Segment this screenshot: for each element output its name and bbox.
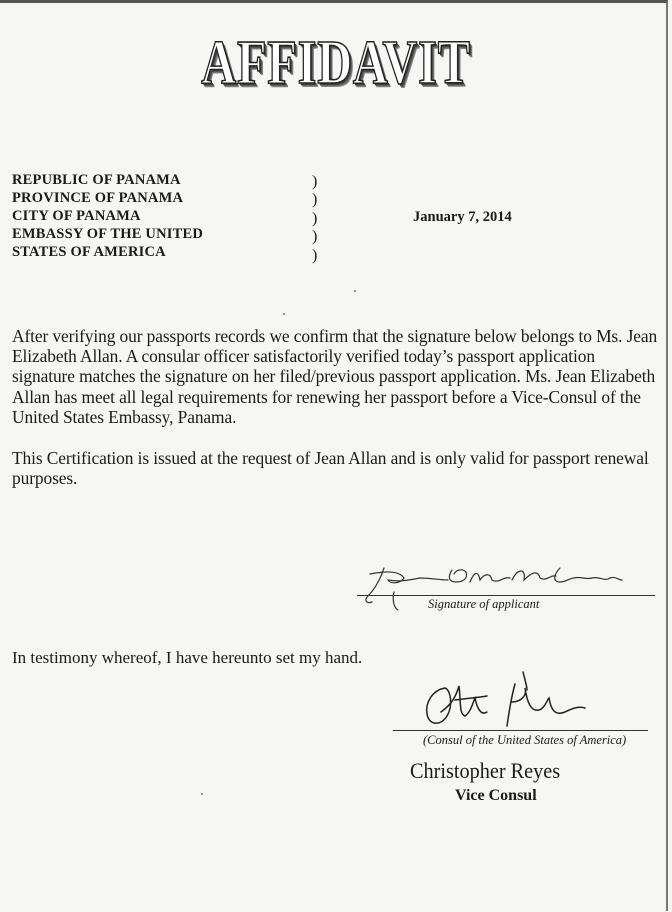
scan-speck bbox=[201, 793, 203, 795]
venue-line: CITY OF PANAMA bbox=[12, 208, 141, 224]
document-date: January 7, 2014 bbox=[413, 209, 512, 225]
bracket-mark: ) bbox=[312, 246, 318, 264]
consul-title: Vice Consul bbox=[455, 787, 537, 804]
bracket-mark: ) bbox=[312, 228, 318, 246]
consul-signature bbox=[415, 672, 595, 734]
venue-brackets bbox=[312, 173, 317, 265]
applicant-signature-label: Signature of applicant bbox=[428, 597, 540, 611]
validity-paragraph: This Certification is issued at the request of Jean Allan and is only valid for passport renewal purposes. bbox=[12, 448, 649, 489]
venue-line: EMBASSY OF THE UNITED bbox=[12, 226, 203, 242]
venue-line: PROVINCE OF PANAMA bbox=[12, 190, 184, 206]
certification-paragraph: After verifying our passports records we confirm that the signature below belongs to Ms. Jean Elizabeth Allan. A consular officer satisfactorily verified today’s passport application signature matches the signature on her filed/previous passport application. Ms. Jean Elizabeth Allan has meet all legal requirements for renewing her passport before a Vice-Consul of the United States Embassy, Panama. bbox=[12, 326, 658, 427]
scan-speck bbox=[354, 290, 356, 292]
testimony-statement: In testimony whereof, I have hereunto set my hand. bbox=[12, 648, 363, 667]
document-title: AFFIDAVIT bbox=[201, 29, 471, 97]
bracket-mark: ) bbox=[312, 191, 318, 209]
applicant-signature-line bbox=[357, 595, 655, 596]
consul-name: Christopher Reyes bbox=[410, 758, 561, 783]
venue-line: REPUBLIC OF PANAMA bbox=[12, 172, 181, 188]
venue-line: STATES OF AMERICA bbox=[12, 244, 166, 260]
bracket-mark: ) bbox=[312, 209, 318, 227]
consul-signature-line bbox=[393, 730, 648, 731]
consul-signature-label: (Consul of the United States of America) bbox=[423, 733, 627, 747]
venue-block bbox=[12, 171, 203, 261]
bracket-mark: ) bbox=[312, 173, 318, 190]
scan-speck bbox=[283, 313, 285, 315]
